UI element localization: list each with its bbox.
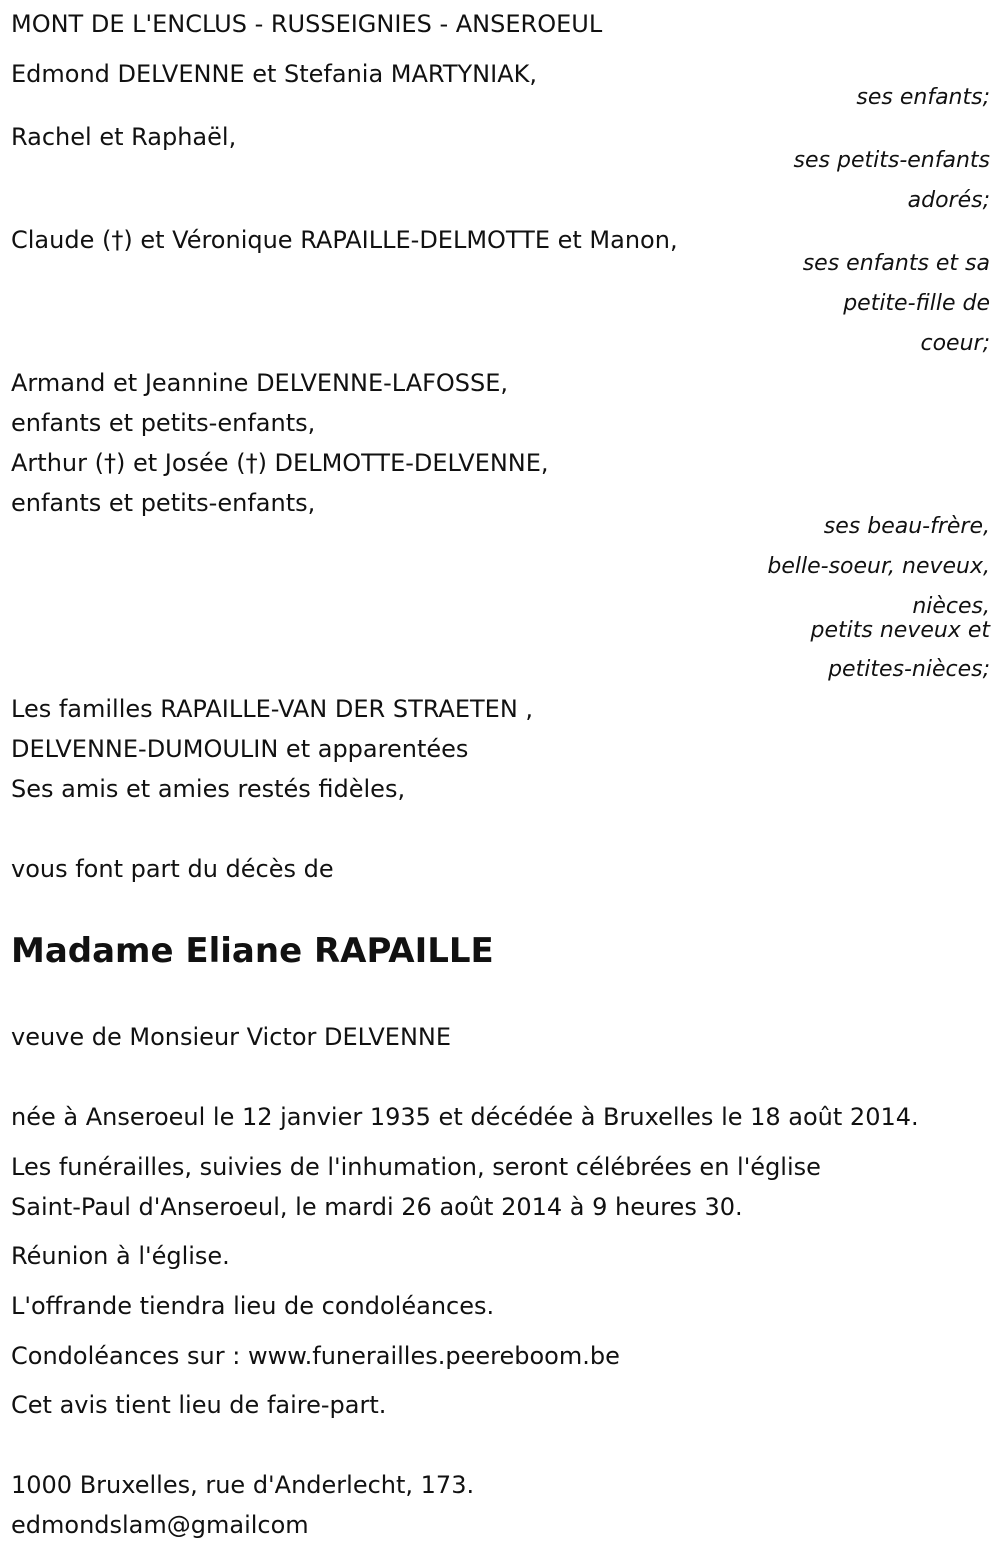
friends-line: Ses amis et amies restés fidèles, [11,775,406,803]
funeral-line-2: Saint-Paul d'Anseroeul, le mardi 26 août 2014 à 9 heures 30. [11,1193,743,1221]
armand-children: enfants et petits-enfants, [11,409,316,437]
email: edmondslam@gmailcom [11,1511,309,1539]
birth-death-dates: née à Anseroeul le 12 janvier 1935 et décédée à Bruxelles le 18 août 2014. [11,1103,919,1131]
claude-role-line-2: petite-fille de [843,291,990,316]
meeting-info: Réunion à l'église. [11,1242,230,1270]
inlaws-role-line-4: petits neveux et [810,618,990,643]
inlaws-role-line-3: nièces, [912,594,990,619]
families-line-2: DELVENNE-DUMOULIN et apparentées [11,735,469,763]
header-locations: MONT DE L'ENCLUS - RUSSEIGNIES - ANSEROEUL [11,10,603,38]
children-names: Edmond DELVENNE et Stefania MARTYNIAK, [11,60,537,88]
families-line-1: Les familles RAPAILLE-VAN DER STRAETEN , [11,695,534,723]
notice-info: Cet avis tient lieu de faire-part. [11,1391,387,1419]
grandchildren-names: Rachel et Raphaël, [11,123,237,151]
grandchildren-role-line-1: ses petits-enfants [793,148,990,173]
arthur-children: enfants et petits-enfants, [11,489,316,517]
announcement: vous font part du décès de [11,855,334,883]
inlaws-role-line-5: petites-nièces; [828,657,990,682]
inlaws-role-line-1: ses beau-frère, [823,514,990,539]
widow-of: veuve de Monsieur Victor DELVENNE [11,1023,452,1051]
inlaws-role-line-2: belle-soeur, neveux, [767,554,990,579]
offering-info: L'offrande tiendra lieu de condoléances. [11,1292,495,1320]
arthur-names: Arthur (†) et Josée (†) DELMOTTE-DELVENNE, [11,449,549,477]
armand-names: Armand et Jeannine DELVENNE-LAFOSSE, [11,369,509,397]
funeral-line-1: Les funérailles, suivies de l'inhumation, seront célébrées en l'église [11,1153,821,1181]
claude-role-line-1: ses enfants et sa [802,251,990,276]
claude-role-line-3: coeur; [920,331,990,356]
claude-names: Claude (†) et Véronique RAPAILLE-DELMOTTE et Manon, [11,226,678,254]
condolences-info: Condoléances sur : www.funerailles.peereboom.be [11,1342,620,1370]
children-role: ses enfants; [856,85,990,110]
grandchildren-role-line-2: adorés; [907,188,990,213]
deceased-name: Madame Eliane RAPAILLE [11,931,494,971]
address: 1000 Bruxelles, rue d'Anderlecht, 173. [11,1471,475,1499]
